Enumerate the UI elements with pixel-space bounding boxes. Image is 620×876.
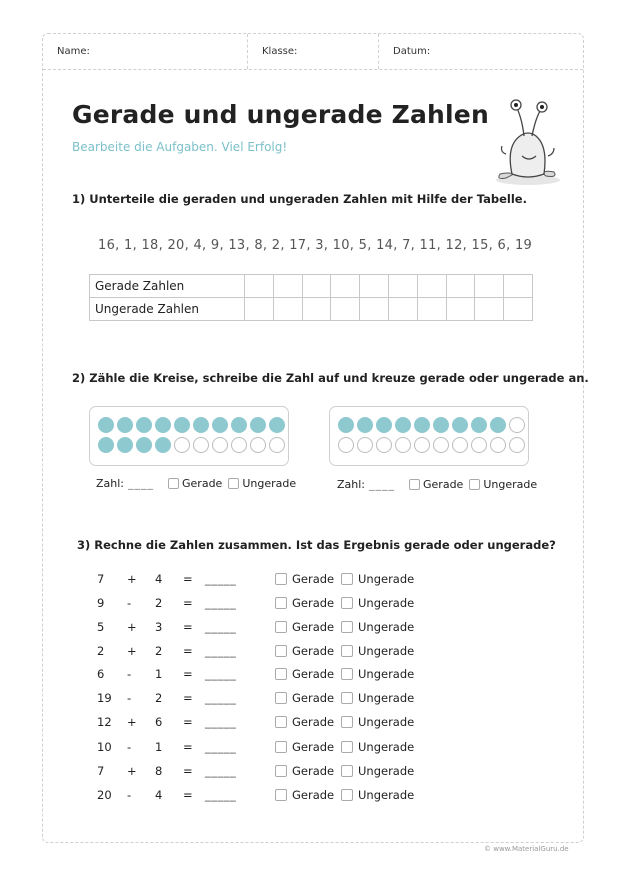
option-odd-label: Ungerade bbox=[358, 715, 415, 729]
operand-b: 6 bbox=[155, 715, 163, 729]
operator: + bbox=[127, 715, 137, 729]
calc-row bbox=[97, 713, 414, 731]
circle-box-1 bbox=[89, 406, 289, 466]
operand-b: 4 bbox=[155, 788, 163, 802]
filled-circle-icon bbox=[98, 437, 114, 453]
empty-circle-icon bbox=[509, 417, 525, 433]
filled-circle-icon bbox=[117, 417, 133, 433]
zahl-label: Zahl: bbox=[96, 477, 125, 490]
filled-circle-icon bbox=[376, 417, 392, 433]
filled-circle-icon bbox=[155, 417, 171, 433]
result-blank[interactable]: _____ bbox=[205, 596, 237, 610]
option-odd-label: Ungerade bbox=[358, 572, 415, 586]
option-even[interactable] bbox=[275, 715, 341, 729]
result-blank[interactable]: _____ bbox=[205, 691, 237, 705]
equals-sign: = bbox=[183, 620, 193, 634]
equals-sign: = bbox=[183, 572, 193, 586]
table-cell[interactable] bbox=[245, 275, 274, 298]
empty-circle-icon bbox=[174, 437, 190, 453]
empty-circle-icon bbox=[509, 437, 525, 453]
filled-circle-icon bbox=[269, 417, 285, 433]
table-cell[interactable] bbox=[475, 298, 504, 321]
operator: - bbox=[127, 691, 132, 705]
option-even-label: Gerade bbox=[292, 691, 335, 705]
result-blank[interactable]: _____ bbox=[205, 620, 237, 634]
checkbox-icon[interactable] bbox=[275, 621, 287, 633]
option-even[interactable] bbox=[275, 788, 341, 802]
option-even-label: Gerade bbox=[292, 788, 335, 802]
table-row bbox=[90, 298, 533, 321]
checkbox-icon[interactable] bbox=[168, 478, 179, 489]
table-cell[interactable] bbox=[388, 298, 417, 321]
equals-sign: = bbox=[183, 740, 193, 754]
table-cell[interactable] bbox=[446, 275, 475, 298]
operand-b: 2 bbox=[155, 691, 163, 705]
operand-a: 9 bbox=[97, 596, 105, 610]
operand-b: 4 bbox=[155, 572, 163, 586]
date-field[interactable] bbox=[379, 34, 583, 69]
sort-table bbox=[89, 274, 533, 321]
option-odd[interactable] bbox=[469, 478, 537, 491]
checkbox-icon[interactable] bbox=[341, 597, 353, 609]
class-label: Klasse: bbox=[262, 46, 298, 57]
option-even-label: Gerade bbox=[292, 740, 335, 754]
empty-circle-icon bbox=[452, 437, 468, 453]
option-odd-label: Ungerade bbox=[483, 478, 538, 491]
checkbox-icon[interactable] bbox=[275, 668, 287, 680]
option-even-label: Gerade bbox=[292, 572, 335, 586]
equals-sign: = bbox=[183, 667, 193, 681]
date-label: Datum: bbox=[393, 46, 431, 57]
operand-b: 8 bbox=[155, 764, 163, 778]
checkbox-icon[interactable] bbox=[275, 765, 287, 777]
table-cell[interactable] bbox=[302, 298, 331, 321]
result-blank[interactable]: _____ bbox=[205, 667, 237, 681]
operand-a: 5 bbox=[97, 620, 105, 634]
operator: + bbox=[127, 644, 137, 658]
answer-line-1 bbox=[96, 477, 302, 490]
zahl-label: Zahl: bbox=[337, 478, 366, 491]
checkbox-icon[interactable] bbox=[341, 789, 353, 801]
dot-row bbox=[98, 437, 285, 453]
filled-circle-icon bbox=[433, 417, 449, 433]
filled-circle-icon bbox=[174, 417, 190, 433]
dot-row bbox=[338, 437, 525, 453]
alien-monster-icon bbox=[492, 96, 564, 188]
footer-credit: © www.MaterialGuru.de bbox=[484, 845, 569, 853]
option-even[interactable] bbox=[275, 596, 341, 610]
calc-row bbox=[97, 665, 414, 683]
header-row bbox=[43, 34, 583, 70]
table-cell[interactable] bbox=[245, 298, 274, 321]
checkbox-icon[interactable] bbox=[275, 645, 287, 657]
table-row bbox=[90, 275, 533, 298]
filled-circle-icon bbox=[338, 417, 354, 433]
answer-line-2 bbox=[337, 478, 543, 491]
option-even[interactable] bbox=[409, 478, 463, 491]
checkbox-icon[interactable] bbox=[275, 741, 287, 753]
option-odd-label: Ungerade bbox=[358, 788, 415, 802]
filled-circle-icon bbox=[212, 417, 228, 433]
calc-row bbox=[97, 570, 414, 588]
table-cell[interactable] bbox=[331, 298, 360, 321]
operator: + bbox=[127, 764, 137, 778]
option-odd[interactable] bbox=[341, 691, 414, 705]
result-blank[interactable]: _____ bbox=[205, 764, 237, 778]
table-cell[interactable] bbox=[446, 298, 475, 321]
option-odd[interactable] bbox=[341, 715, 414, 729]
option-odd[interactable] bbox=[341, 620, 414, 634]
checkbox-icon[interactable] bbox=[341, 621, 353, 633]
option-even-label: Gerade bbox=[182, 477, 223, 490]
table-cell[interactable] bbox=[331, 275, 360, 298]
option-odd[interactable] bbox=[341, 764, 414, 778]
dot-grid-2 bbox=[338, 417, 525, 457]
option-even-label: Gerade bbox=[423, 478, 464, 491]
operand-a: 7 bbox=[97, 572, 105, 586]
empty-circle-icon bbox=[357, 437, 373, 453]
name-field[interactable] bbox=[43, 34, 248, 69]
filled-circle-icon bbox=[231, 417, 247, 433]
checkbox-icon[interactable] bbox=[341, 765, 353, 777]
dot-grid-1 bbox=[98, 417, 285, 457]
table-cell[interactable] bbox=[360, 298, 389, 321]
result-blank[interactable]: _____ bbox=[205, 740, 237, 754]
filled-circle-icon bbox=[471, 417, 487, 433]
empty-circle-icon bbox=[212, 437, 228, 453]
row-label-even: Gerade Zahlen bbox=[90, 275, 245, 298]
option-odd[interactable] bbox=[341, 644, 414, 658]
operator: + bbox=[127, 620, 137, 634]
empty-circle-icon bbox=[231, 437, 247, 453]
checkbox-icon[interactable] bbox=[341, 645, 353, 657]
option-even-label: Gerade bbox=[292, 715, 335, 729]
operator: - bbox=[127, 667, 132, 681]
checkbox-icon[interactable] bbox=[341, 668, 353, 680]
empty-circle-icon bbox=[433, 437, 449, 453]
filled-circle-icon bbox=[357, 417, 373, 433]
calc-row bbox=[97, 618, 414, 636]
checkbox-icon[interactable] bbox=[341, 716, 353, 728]
operand-b: 3 bbox=[155, 620, 163, 634]
option-odd[interactable] bbox=[341, 788, 414, 802]
checkbox-icon[interactable] bbox=[341, 692, 353, 704]
option-odd[interactable] bbox=[228, 477, 296, 490]
result-blank[interactable]: _____ bbox=[205, 572, 237, 586]
option-odd-label: Ungerade bbox=[358, 764, 415, 778]
row-label-odd: Ungerade Zahlen bbox=[90, 298, 245, 321]
task1-heading: 1) Unterteile die geraden und ungeraden Zahlen mit Hilfe der Tabelle. bbox=[72, 192, 527, 206]
option-even-label: Gerade bbox=[292, 667, 335, 681]
filled-circle-icon bbox=[250, 417, 266, 433]
filled-circle-icon bbox=[395, 417, 411, 433]
checkbox-icon[interactable] bbox=[469, 479, 480, 490]
empty-circle-icon bbox=[471, 437, 487, 453]
result-blank[interactable]: _____ bbox=[205, 715, 237, 729]
option-odd-label: Ungerade bbox=[358, 667, 415, 681]
table-cell[interactable] bbox=[360, 275, 389, 298]
number-list: 16, 1, 18, 20, 4, 9, 13, 8, 2, 17, 3, 10, 5, 14, 7, 11, 12, 15, 6, 19 bbox=[98, 238, 533, 253]
option-even[interactable] bbox=[275, 764, 341, 778]
option-even-label: Gerade bbox=[292, 620, 335, 634]
empty-circle-icon bbox=[395, 437, 411, 453]
page-title: Gerade und ungerade Zahlen bbox=[72, 100, 489, 129]
table-cell[interactable] bbox=[504, 298, 533, 321]
filled-circle-icon bbox=[193, 417, 209, 433]
task3-heading: 3) Rechne die Zahlen zusammen. Ist das Ergebnis gerade oder ungerade? bbox=[77, 538, 556, 552]
operator: + bbox=[127, 572, 137, 586]
operand-b: 2 bbox=[155, 596, 163, 610]
checkbox-icon[interactable] bbox=[275, 789, 287, 801]
operand-b: 1 bbox=[155, 667, 163, 681]
checkbox-icon[interactable] bbox=[228, 478, 239, 489]
filled-circle-icon bbox=[136, 417, 152, 433]
equals-sign: = bbox=[183, 764, 193, 778]
empty-circle-icon bbox=[250, 437, 266, 453]
option-even[interactable] bbox=[168, 477, 222, 490]
operand-a: 12 bbox=[97, 715, 112, 729]
equals-sign: = bbox=[183, 715, 193, 729]
filled-circle-icon bbox=[155, 437, 171, 453]
operand-a: 19 bbox=[97, 691, 112, 705]
class-field[interactable] bbox=[248, 34, 379, 69]
table-cell[interactable] bbox=[504, 275, 533, 298]
empty-circle-icon bbox=[490, 437, 506, 453]
operator: - bbox=[127, 740, 132, 754]
checkbox-icon[interactable] bbox=[341, 741, 353, 753]
option-odd[interactable] bbox=[341, 596, 414, 610]
operator: - bbox=[127, 788, 132, 802]
calc-row bbox=[97, 642, 414, 660]
option-even[interactable] bbox=[275, 620, 341, 634]
equals-sign: = bbox=[183, 596, 193, 610]
option-even-label: Gerade bbox=[292, 764, 335, 778]
empty-circle-icon bbox=[414, 437, 430, 453]
filled-circle-icon bbox=[490, 417, 506, 433]
checkbox-icon[interactable] bbox=[275, 597, 287, 609]
answer-blank[interactable]: ____ bbox=[369, 478, 396, 491]
option-even[interactable] bbox=[275, 644, 341, 658]
checkbox-icon[interactable] bbox=[275, 573, 287, 585]
operand-a: 7 bbox=[97, 764, 105, 778]
name-label: Name: bbox=[57, 46, 90, 57]
calc-row bbox=[97, 738, 414, 756]
option-even[interactable] bbox=[275, 691, 341, 705]
page-subtitle: Bearbeite die Aufgaben. Viel Erfolg! bbox=[72, 140, 288, 154]
option-even[interactable] bbox=[275, 572, 341, 586]
option-odd[interactable] bbox=[341, 740, 414, 754]
option-odd-label: Ungerade bbox=[358, 644, 415, 658]
option-odd-label: Ungerade bbox=[358, 740, 415, 754]
operand-b: 2 bbox=[155, 644, 163, 658]
table-cell[interactable] bbox=[273, 298, 302, 321]
operand-a: 6 bbox=[97, 667, 105, 681]
operand-a: 20 bbox=[97, 788, 112, 802]
table-cell[interactable] bbox=[417, 275, 446, 298]
table-cell[interactable] bbox=[273, 275, 302, 298]
table-cell[interactable] bbox=[475, 275, 504, 298]
option-odd-label: Ungerade bbox=[358, 620, 415, 634]
table-cell[interactable] bbox=[388, 275, 417, 298]
option-even-label: Gerade bbox=[292, 596, 335, 610]
result-blank[interactable]: _____ bbox=[205, 644, 237, 658]
checkbox-icon[interactable] bbox=[275, 692, 287, 704]
empty-circle-icon bbox=[338, 437, 354, 453]
operand-a: 10 bbox=[97, 740, 112, 754]
filled-circle-icon bbox=[136, 437, 152, 453]
checkbox-icon[interactable] bbox=[409, 479, 420, 490]
table-cell[interactable] bbox=[302, 275, 331, 298]
option-odd[interactable] bbox=[341, 667, 414, 681]
operand-a: 2 bbox=[97, 644, 105, 658]
checkbox-icon[interactable] bbox=[341, 573, 353, 585]
dot-row bbox=[338, 417, 525, 433]
filled-circle-icon bbox=[117, 437, 133, 453]
result-blank[interactable]: _____ bbox=[205, 788, 237, 802]
option-odd-label: Ungerade bbox=[358, 596, 415, 610]
option-even-label: Gerade bbox=[292, 644, 335, 658]
equals-sign: = bbox=[183, 788, 193, 802]
circle-box-2 bbox=[329, 406, 529, 466]
empty-circle-icon bbox=[269, 437, 285, 453]
empty-circle-icon bbox=[193, 437, 209, 453]
operator: - bbox=[127, 596, 132, 610]
task2-heading: 2) Zähle die Kreise, schreibe die Zahl auf und kreuze gerade oder ungerade an. bbox=[72, 371, 589, 385]
empty-circle-icon bbox=[376, 437, 392, 453]
option-even[interactable] bbox=[275, 740, 341, 754]
calc-row bbox=[97, 786, 414, 804]
equals-sign: = bbox=[183, 691, 193, 705]
answer-blank[interactable]: ____ bbox=[128, 477, 155, 490]
calc-row bbox=[97, 762, 414, 780]
filled-circle-icon bbox=[98, 417, 114, 433]
checkbox-icon[interactable] bbox=[275, 716, 287, 728]
dot-row bbox=[98, 417, 285, 433]
operand-b: 1 bbox=[155, 740, 163, 754]
equals-sign: = bbox=[183, 644, 193, 658]
option-odd[interactable] bbox=[341, 572, 414, 586]
filled-circle-icon bbox=[414, 417, 430, 433]
calc-row bbox=[97, 594, 414, 612]
table-cell[interactable] bbox=[417, 298, 446, 321]
option-odd-label: Ungerade bbox=[242, 477, 297, 490]
option-even[interactable] bbox=[275, 667, 341, 681]
option-odd-label: Ungerade bbox=[358, 691, 415, 705]
filled-circle-icon bbox=[452, 417, 468, 433]
calc-row bbox=[97, 689, 414, 707]
